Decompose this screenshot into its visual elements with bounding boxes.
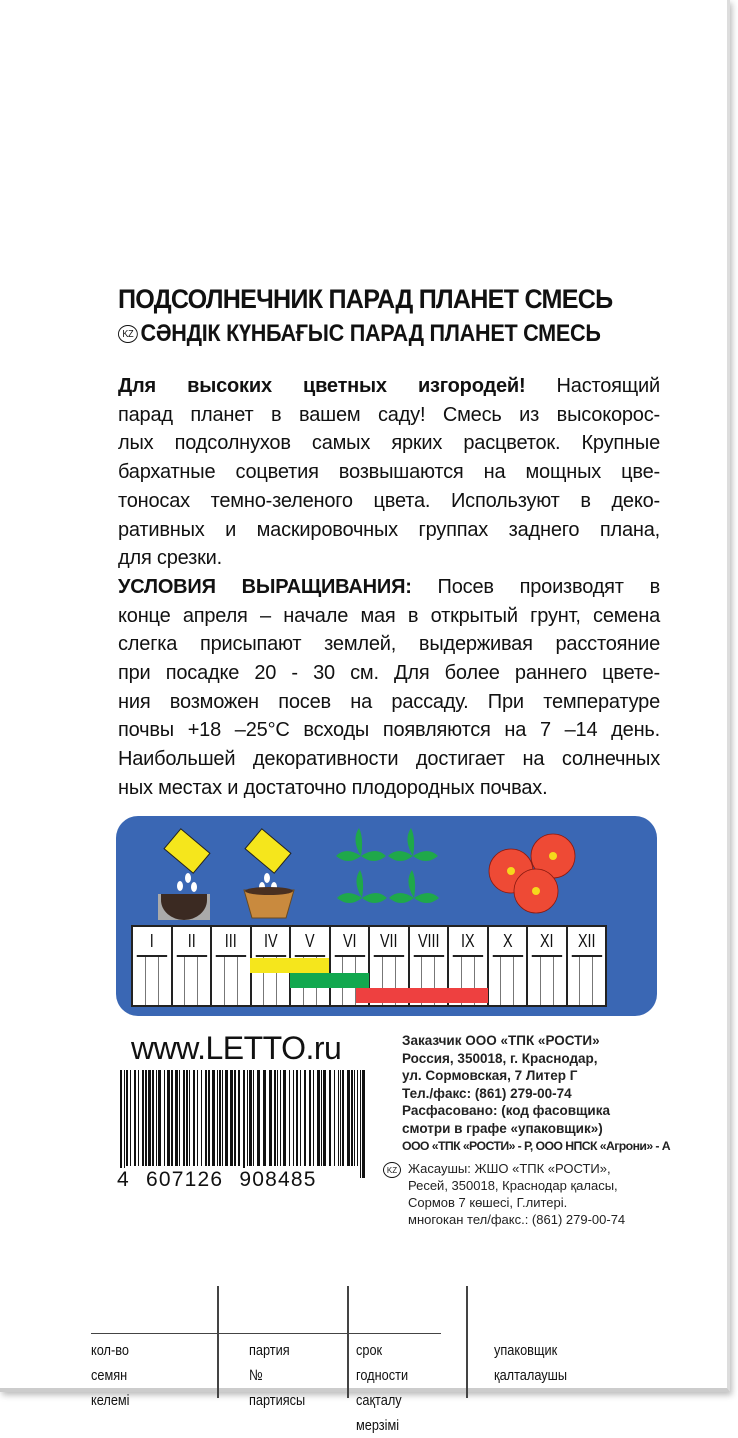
barcode-bar bbox=[219, 1070, 221, 1166]
barcode-bar bbox=[317, 1070, 320, 1166]
barcode-bar bbox=[321, 1070, 322, 1166]
description-text: парад планет в вашем саду! Смесь из высокорос- bbox=[118, 403, 660, 426]
description-bold: Для высоких цветных изгородей! bbox=[118, 375, 526, 397]
barcode-bar bbox=[253, 1070, 254, 1166]
month-decades bbox=[212, 957, 250, 1005]
description-line bbox=[118, 401, 660, 430]
table-divider bbox=[217, 1286, 219, 1398]
kz-badge-icon: KZ bbox=[118, 325, 138, 343]
barcode-bar bbox=[340, 1070, 341, 1166]
barcode-bar bbox=[304, 1070, 306, 1166]
description-line bbox=[118, 372, 660, 401]
description-text: Посев производят в bbox=[411, 575, 660, 598]
barcode-bar bbox=[342, 1070, 344, 1166]
barcode-bar bbox=[205, 1070, 207, 1166]
barcode-bar bbox=[247, 1070, 248, 1166]
description-line bbox=[118, 745, 660, 774]
description-line bbox=[118, 544, 660, 573]
period-bar-flowering bbox=[356, 988, 488, 1003]
barcode-bar bbox=[197, 1070, 198, 1166]
address-line: ул. Сормовская, 7 Литер Г bbox=[402, 1068, 578, 1084]
month-label: VII bbox=[374, 927, 404, 957]
month-column bbox=[212, 927, 252, 1005]
barcode-bar bbox=[357, 1070, 358, 1166]
description bbox=[118, 372, 660, 803]
address-line: Россия, 350018, г. Краснодар, bbox=[402, 1050, 598, 1066]
barcode-bar bbox=[189, 1070, 190, 1166]
address-line: Тел./факс: (861) 279-00-74 bbox=[402, 1085, 572, 1101]
barcode-bar bbox=[145, 1070, 147, 1166]
barcode-digits bbox=[116, 1168, 318, 1192]
month-label: XII bbox=[571, 927, 601, 957]
barcode-bar bbox=[269, 1070, 272, 1166]
month-decades bbox=[133, 957, 171, 1005]
table-cell-seed-count: кол-во семян келемі bbox=[91, 1342, 130, 1409]
barcode-bar bbox=[222, 1070, 223, 1166]
barcode-bar bbox=[309, 1070, 311, 1166]
description-text: при посадке 20 - 30 см. Для более раннего цвете- bbox=[118, 662, 660, 685]
barcode-bar bbox=[158, 1070, 161, 1166]
description-line bbox=[118, 429, 660, 458]
barcode-bar bbox=[167, 1070, 170, 1166]
description-text: Настоящий bbox=[525, 375, 661, 397]
barcode-bar bbox=[329, 1070, 331, 1166]
table-cell-packer: упаковщик қалталаушы bbox=[494, 1342, 568, 1384]
barcode-bar bbox=[249, 1070, 252, 1166]
barcode-bar bbox=[238, 1070, 240, 1166]
barcode-bar bbox=[230, 1070, 233, 1166]
month-decades bbox=[173, 957, 211, 1005]
address-ru bbox=[402, 1032, 670, 1155]
table-divider bbox=[91, 1333, 441, 1334]
barcode-bar bbox=[338, 1070, 339, 1166]
table-cell-batch: партия № партиясы bbox=[249, 1342, 306, 1409]
month-label: IX bbox=[453, 927, 483, 957]
address-kz-line: Ресей, 350018, Краснодар қаласы, bbox=[408, 1178, 618, 1193]
barcode-bar bbox=[156, 1070, 157, 1166]
month-label: X bbox=[492, 927, 522, 957]
kz-badge-icon: KZ bbox=[383, 1162, 401, 1178]
description-line bbox=[118, 630, 660, 659]
barcode-digits-group1: 607126 bbox=[145, 1168, 224, 1191]
description-line bbox=[118, 774, 660, 803]
website-link[interactable]: www.LETTO.ru bbox=[131, 1030, 342, 1066]
barcode-digit-first: 4 bbox=[117, 1168, 130, 1191]
description-line bbox=[118, 516, 660, 545]
barcode-bar bbox=[354, 1070, 355, 1166]
barcode-bar bbox=[208, 1070, 210, 1166]
description-line bbox=[118, 573, 660, 602]
sowing-ground-icon bbox=[158, 829, 210, 920]
calendar-icons bbox=[116, 816, 657, 926]
seedlings-icon bbox=[336, 828, 439, 903]
barcode-bar bbox=[183, 1070, 185, 1166]
month-column bbox=[133, 927, 173, 1005]
barcode-bar bbox=[280, 1070, 281, 1166]
barcode-bar bbox=[186, 1070, 188, 1166]
title-kz-text: СӘНДІК КҮНБАҒЫС ПАРАД ПЛАНЕТ СМЕСЬ bbox=[140, 320, 601, 347]
address-line: Расфасовано: (код фасовщика bbox=[402, 1103, 610, 1119]
address-kz-line: многокан тел/факс.: (861) 279-00-74 bbox=[408, 1212, 626, 1227]
barcode-bar bbox=[217, 1070, 218, 1166]
barcode-bar bbox=[313, 1070, 314, 1166]
barcode-bar bbox=[234, 1070, 236, 1166]
month-label: V bbox=[295, 927, 325, 957]
address-kz-line: Жасаушы: ЖШО «ТПК «РОСТИ», bbox=[408, 1161, 611, 1176]
period-bar-seedlings bbox=[290, 973, 369, 988]
description-text: тоносах темно-зеленого цвета. Используют в деко- bbox=[118, 489, 660, 512]
barcode-bar bbox=[323, 1070, 326, 1166]
barcode-bar bbox=[293, 1070, 294, 1166]
month-column bbox=[568, 927, 606, 1005]
barcode-bar bbox=[124, 1070, 125, 1178]
month-column bbox=[528, 927, 568, 1005]
barcode-bar bbox=[360, 1070, 361, 1178]
description-line bbox=[118, 602, 660, 631]
barcode-bar bbox=[134, 1070, 136, 1166]
barcode-bar bbox=[201, 1070, 202, 1166]
barcode-bar bbox=[212, 1070, 215, 1166]
barcode-bar bbox=[334, 1070, 335, 1166]
address-line: Заказчик ООО «ТПК «РОСТИ» bbox=[402, 1033, 600, 1048]
month-decades bbox=[568, 957, 606, 1005]
barcode-bar bbox=[257, 1070, 260, 1166]
barcode-bar bbox=[362, 1070, 365, 1178]
description-text: конце апреля – начале мая в открытый грунт, семена bbox=[118, 604, 660, 627]
description-line bbox=[118, 458, 660, 487]
barcode-bar bbox=[225, 1070, 228, 1166]
barcode-bar bbox=[164, 1070, 165, 1166]
description-text: бархатные соцветия возвышаются на мощных цве- bbox=[118, 461, 660, 484]
description-text: для срезки. bbox=[118, 547, 222, 570]
barcode-bar bbox=[296, 1070, 298, 1166]
product-title-kz bbox=[118, 320, 601, 348]
barcode-bar bbox=[179, 1070, 180, 1166]
description-text: слегка присыпают землей, выдерживая расстояние bbox=[118, 633, 660, 656]
description-bold: УСЛОВИЯ ВЫРАЩИВАНИЯ: bbox=[118, 575, 412, 598]
barcode-bar bbox=[193, 1070, 195, 1166]
month-column bbox=[489, 927, 529, 1005]
address-line: смотри в графе «упаковщик») bbox=[402, 1120, 603, 1136]
barcode-bar bbox=[130, 1070, 131, 1166]
description-text: ративных и маскировочных группах заднего плана, bbox=[118, 518, 660, 541]
barcode-bar bbox=[274, 1070, 276, 1166]
table-divider bbox=[347, 1286, 349, 1398]
barcode-bar bbox=[148, 1070, 151, 1166]
address-kz bbox=[383, 1160, 625, 1228]
barcode-bar bbox=[277, 1070, 278, 1166]
barcode-bar bbox=[142, 1070, 144, 1166]
barcode-bar bbox=[347, 1070, 350, 1166]
address-kz-line: Сормов 7 көшесі, Г.литері. bbox=[408, 1195, 568, 1210]
description-text: почвы +18 –25°С всходы появляются на 7 –14 день. bbox=[118, 719, 660, 742]
month-label: IV bbox=[255, 927, 285, 957]
barcode-bar bbox=[243, 1070, 245, 1178]
barcode bbox=[120, 1070, 365, 1178]
month-label: VI bbox=[334, 927, 364, 957]
barcode-bar bbox=[126, 1070, 128, 1166]
description-line bbox=[118, 716, 660, 745]
description-line bbox=[118, 487, 660, 516]
barcode-bar bbox=[351, 1070, 353, 1166]
flowers-icon bbox=[489, 834, 575, 913]
barcode-bar bbox=[289, 1070, 290, 1166]
table-divider bbox=[466, 1286, 468, 1398]
description-text: ния возможен посев на рассаду. При температуре bbox=[118, 690, 660, 713]
packers-line: ООО «ТПК «РОСТИ» - Р, ООО НПСК «Агрони» - А bbox=[402, 1138, 671, 1153]
month-label: I bbox=[137, 927, 167, 957]
barcode-bar bbox=[283, 1070, 286, 1166]
table-cell-expiry: срок годности сақталу мерзімі bbox=[356, 1342, 409, 1434]
month-label: II bbox=[176, 927, 206, 957]
barcode-bar bbox=[171, 1070, 173, 1166]
month-decades bbox=[489, 957, 527, 1005]
month-column bbox=[173, 927, 213, 1005]
barcode-bar bbox=[263, 1070, 266, 1166]
barcode-bar bbox=[120, 1070, 122, 1178]
description-text: Наибольшей декоративности достигает на солнечных bbox=[118, 748, 660, 771]
month-decades bbox=[528, 957, 566, 1005]
month-label: XI bbox=[532, 927, 562, 957]
description-text: лых подсолнухов самых ярких расцветок. Крупные bbox=[118, 432, 660, 455]
sowing-pot-icon bbox=[244, 829, 294, 918]
barcode-bar bbox=[175, 1070, 178, 1166]
month-label: III bbox=[216, 927, 246, 957]
description-line bbox=[118, 659, 660, 688]
description-text: ных местах и достаточно плодородных почвах. bbox=[118, 776, 548, 799]
barcode-bar bbox=[138, 1070, 139, 1166]
barcode-bar bbox=[152, 1070, 154, 1166]
month-label: VIII bbox=[413, 927, 443, 957]
barcode-digits-group2: 908485 bbox=[239, 1168, 317, 1191]
barcode-bar bbox=[300, 1070, 301, 1166]
product-title: ПОДСОЛНЕЧНИК ПАРАД ПЛАНЕТ СМЕСЬ bbox=[118, 284, 613, 314]
description-line bbox=[118, 688, 660, 717]
period-bar-sowing bbox=[250, 958, 329, 973]
